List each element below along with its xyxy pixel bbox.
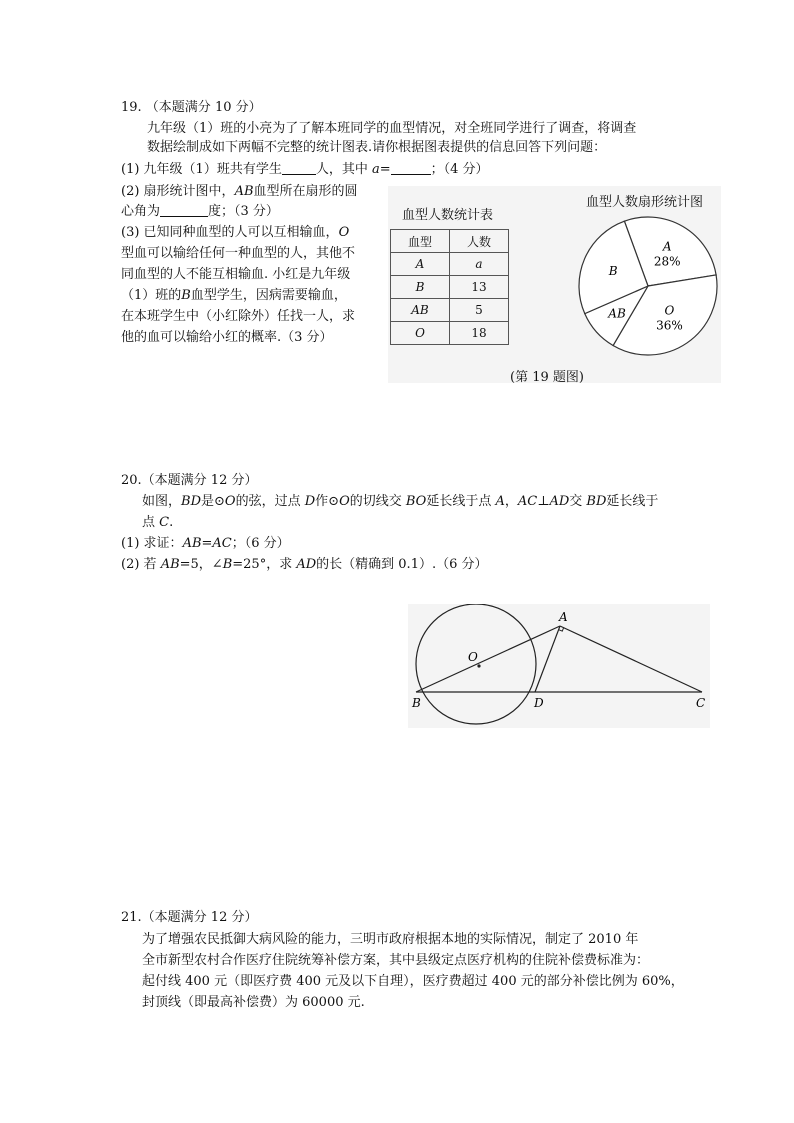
q19-part2-line1 (121, 184, 358, 200)
q20-var: BO (405, 494, 427, 509)
table-row (391, 276, 509, 299)
q20-text: 的长（精确到 0.1）.（6 分） (316, 557, 488, 572)
q19-part1-blank-a (391, 162, 431, 175)
q20-var: C (159, 515, 170, 530)
q21-line2: 全市新型农村合作医疗住院统筹补偿方案，其中县级定点医疗机构的住院补偿费标准为： (142, 953, 650, 968)
q19-part2-text-a: (2) 扇形统计图中， (121, 184, 235, 199)
q21-line4: 封顶线（即最高补偿费）为 60000 元. (142, 995, 365, 1010)
q20-var: B (222, 557, 233, 572)
table-header-cell: 人数 (450, 230, 509, 253)
q20-text: (2) 若 (121, 557, 161, 572)
q20-text: =25°，求 (232, 557, 297, 572)
pie-label-b: B (608, 264, 618, 279)
pie-label-a: A (662, 239, 672, 254)
q20-text: 点 (142, 515, 160, 530)
q19-table-title: 血型人数统计表 (402, 208, 494, 223)
q19-part3-var-b: B (181, 288, 191, 303)
pie-label-o: O (664, 303, 675, 318)
label-c: C (696, 696, 706, 710)
q19-part1-blank-total (282, 162, 316, 175)
q19-part3-line6: 他的血可以输给小红的概率.（3 分） (121, 330, 333, 345)
q20-part1 (121, 536, 290, 552)
q19-part3-text-a: (3) 已知同种血型的人可以互相输血， (121, 225, 339, 240)
table-cell: a (450, 253, 509, 276)
q19-part2-blank-angle (160, 204, 208, 217)
q20-text: 交 (569, 494, 587, 509)
q19-figure (388, 186, 721, 383)
q20-text: ；（6 分） (231, 536, 290, 551)
table-row (391, 253, 509, 276)
q20-var: O (224, 494, 236, 509)
label-b: B (412, 696, 421, 710)
q20-part2 (121, 557, 488, 573)
q19-part3-line5: 在本班学生中（小红除外）任找一人，求 (121, 309, 356, 324)
label-d: D (534, 696, 544, 710)
q20-text: 作⊙ (315, 494, 340, 509)
q19-pie-chart (576, 210, 721, 362)
q19-pie-title: 血型人数扇形统计图 (586, 195, 704, 210)
label-a: A (559, 610, 568, 624)
q20-var: BD (586, 494, 607, 509)
q21-line3: 起付线 400 元（即医疗费 400 元及以下自理），医疗费超过 400 元的部分补偿比例为 60%， (142, 974, 684, 989)
q19-caption: (第 19 题图) (510, 370, 584, 385)
q20-var: D (304, 494, 316, 509)
q20-text: ， (504, 494, 518, 509)
q19-part2-var-ab: AB (234, 184, 254, 199)
q20-var: O (339, 494, 350, 509)
q19-part1 (121, 162, 489, 178)
q20-var: AD (549, 494, 570, 509)
q19-part3-line3: 同血型的人不能互相输血. 小红是九年级 (121, 267, 351, 282)
table-header-cell: 血型 (391, 230, 450, 253)
table-cell: AB (391, 299, 450, 322)
q19-part3-text-c: 血型学生，因病需要输血， (190, 288, 347, 303)
table-cell: O (391, 322, 450, 345)
q19-intro-line1: 九年级（1）班的小亮为了了解本班同学的血型情况，对全班同学进行了调查，将调查 (147, 121, 637, 136)
label-o: O (468, 650, 478, 664)
q20-var: BD (181, 494, 201, 509)
q20-text: 的弦，过点 (235, 494, 305, 509)
q20-var: AB (160, 557, 180, 572)
table-cell: A (391, 253, 450, 276)
pie-percent-a: 28% (653, 254, 681, 269)
q20-line1 (142, 494, 658, 510)
q20-line2 (142, 515, 173, 531)
q20-var: AC (517, 494, 538, 509)
table-row (391, 299, 509, 322)
table-cell: 18 (450, 322, 509, 345)
q20-var: AB=AC (182, 536, 232, 551)
q20-text: 延长线于 (606, 494, 659, 509)
q19-part3-text-b: （1）班的 (121, 288, 182, 303)
q20-text: (1) 求证： (121, 536, 183, 551)
q19-part3-line4 (121, 288, 347, 304)
q19-blood-table (390, 229, 509, 345)
table-row (391, 322, 509, 345)
q20-text: ⊥ (537, 494, 550, 509)
q19-header: 19. （本题满分 10 分） (121, 100, 262, 115)
pie-percent-o: 36% (656, 318, 683, 333)
q19-part3-line2: 型血可以输给任何一种血型的人，其他不 (121, 246, 356, 261)
q20-geometry-figure (408, 604, 710, 728)
q19-part2-text-b: 血型所在扇形的圆 (253, 184, 358, 199)
q19-part2-text-d: 度；（3 分） (208, 204, 279, 219)
q19-part3-var-o: O (338, 225, 350, 240)
q20-var: A (495, 494, 505, 509)
q21-line1: 为了增强农民抵御大病风险的能力，三明市政府根据本地的实际情况，制定了 2010 年 (142, 932, 639, 947)
q20-text: . (169, 515, 174, 530)
line-ac (560, 626, 702, 692)
q21-header: 21.（本题满分 12 分） (121, 910, 258, 925)
center-point-o (477, 664, 480, 667)
pie-label-ab: AB (608, 306, 626, 321)
q19-part1-text-b: 人，其中 (315, 162, 368, 177)
q20-text: 的切线交 (349, 494, 406, 509)
q20-text: 是⊙ (201, 494, 225, 509)
q19-part1-var-a: a (371, 162, 380, 177)
q19-part2-line2 (121, 204, 279, 220)
q20-text: 延长线于点 (426, 494, 496, 509)
q20-header: 20.（本题满分 12 分） (121, 473, 258, 488)
table-cell: 5 (450, 299, 509, 322)
q19-part2-text-c: 心角为 (121, 204, 161, 219)
q20-text: 如图， (142, 494, 182, 509)
q19-part3-line1 (121, 225, 349, 241)
q19-part1-eq: = (379, 162, 391, 177)
table-cell: 13 (450, 276, 509, 299)
q20-text: =5，∠ (179, 557, 223, 572)
table-header-row (391, 230, 509, 253)
q19-part1-text-c: ；（4 分） (430, 162, 489, 177)
q20-var: AD (296, 557, 317, 572)
q19-intro-line2: 数据绘制成如下两幅不完整的统计图表.请你根据图表提供的信息回答下列问题： (147, 140, 607, 155)
table-cell: B (391, 276, 450, 299)
q19-part1-text-a: (1) 九年级（1）班共有学生 (121, 162, 282, 177)
